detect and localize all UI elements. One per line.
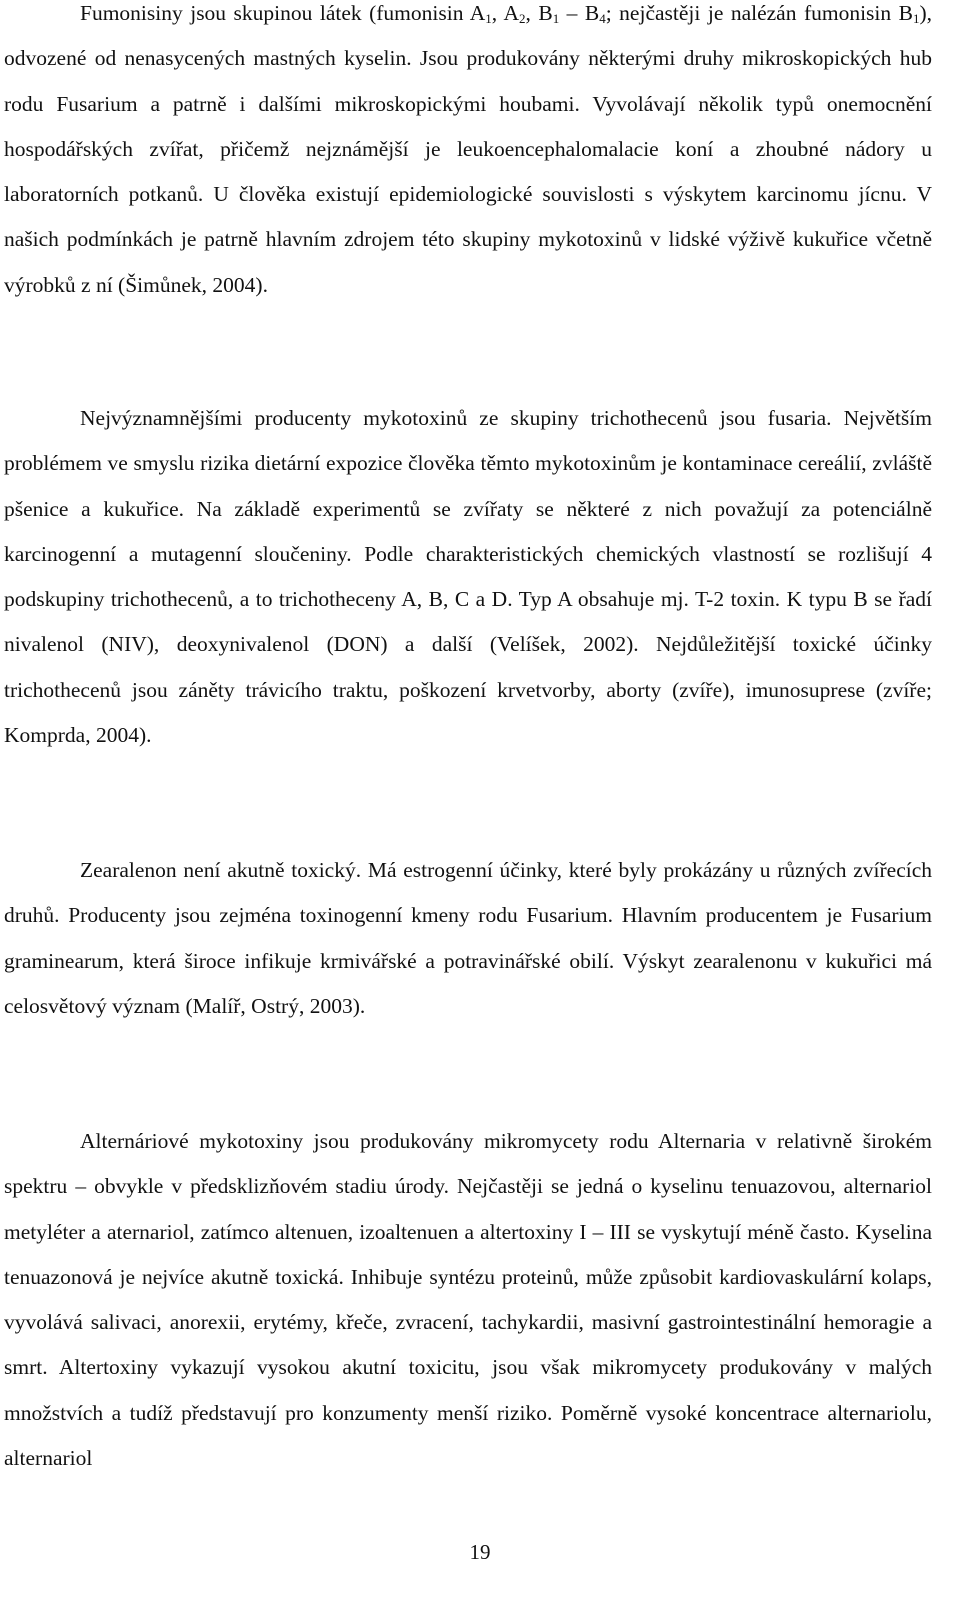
text-run: ), odvozené od nenasycených mastných kyselin. Jsou produkovány některými druhy mikroskopických hub rodu Fusarium a patrně i dalšími mikroskopickými houbami. Vyvolávají několik typů onemocnění hospodářských zvířat, přičemž nejznámější je leukoencephalomalacie koní a zhoubné nádory u laboratorních potkanů. U člověka existují epidemiologické souvislosti s výskytem karcinomu jícnu. V našich podmínkách je patrně hlavním zdrojem této skupiny mykotoxinů v lidské výživě kukuřice včetně výrobků z ní (Šimůnek, 2004). (4, 1, 933, 297)
subscript: 1 (552, 11, 560, 26)
subscript: 4 (599, 11, 606, 26)
text-run: – B (559, 1, 600, 25)
text-run: Alternáriové mykotoxiny jsou produkovány mikromycety rodu Alternaria v relativně širokém spektru – obvykle v předsklizňovém stadiu úrody. Nejčastěji se jedná o kyselinu tenuazovou, alternariol metyléter a aternariol, zatímco altenuen, izoaltenuen a altertoxiny I – III se vyskytují méně často. Kyselina tenuazonová je nejvíce akutně toxická. Inhibuje syntézu proteinů, může způsobit kardiovaskulární kolaps, vyvolává salivaci, anorexii, erytémy, křeče, zvracení, tachykardii, masivní gastrointestinální hemoragie a smrt. Altertoxiny vykazují vysokou akutní toxicitu, jsou však mikromycety produkovány v malých množstvích a tudíž představují pro konzumenty menší riziko. Poměrně vysoké koncentrace alternariolu, alternariol (4, 1129, 932, 1471)
subscript: 2 (518, 11, 526, 26)
paragraph-zearalenone (4, 848, 932, 1029)
paragraph-fumonisins (4, 0, 932, 308)
page-number: 19 (469, 1540, 491, 1564)
subscript: 1 (912, 11, 920, 26)
paragraph-trichothecenes (4, 396, 932, 758)
text-run: , A (491, 1, 519, 25)
text-run: Zearalenon není akutně toxický. Má estrogenní účinky, které byly prokázány u různých zvířecích druhů. Producenty jsou zejména toxinogenní kmeny rodu Fusarium. Hlavním producentem je Fusarium graminearum, která široce infikuje krmivářské a potravinářské obilí. Výskyt zearalenonu v kukuřici má celosvětový význam (Malíř, Ostrý, 2003). (4, 858, 932, 1018)
text-run: ; nejčastěji je nalézán fumonisin B (605, 1, 913, 25)
text-run: , B (525, 1, 553, 25)
text-run: Nejvýznamnějšími producenty mykotoxinů ze skupiny trichothecenů jsou fusaria. Největším problémem ve smyslu rizika dietární expozice člověka těmto mykotoxinům je kontaminace cereálií, zvláště pšenice a kukuřice. Na základě experimentů se zvířaty se některé z nich považují za potenciálně karcinogenní a mutagenní sloučeniny. Podle charakteristických chemických vlastností se rozlišují 4 podskupiny trichothecenů, a to trichotheceny A, B, C a D. Typ A obsahuje mj. T-2 toxin. K typu B se řadí nivalenol (NIV), deoxynivalenol (DON) a další (Velíšek, 2002). Nejdůležitější toxické účinky trichothecenů jsou záněty trávicího traktu, poškození krvetvorby, aborty (zvíře), imunosuprese (zvíře; Komprda, 2004). (4, 406, 932, 748)
subscript: 1 (485, 11, 492, 26)
paragraph-alternaria (4, 1119, 932, 1481)
text-run: Fumonisiny jsou skupinou látek (fumonisin A (80, 1, 486, 25)
